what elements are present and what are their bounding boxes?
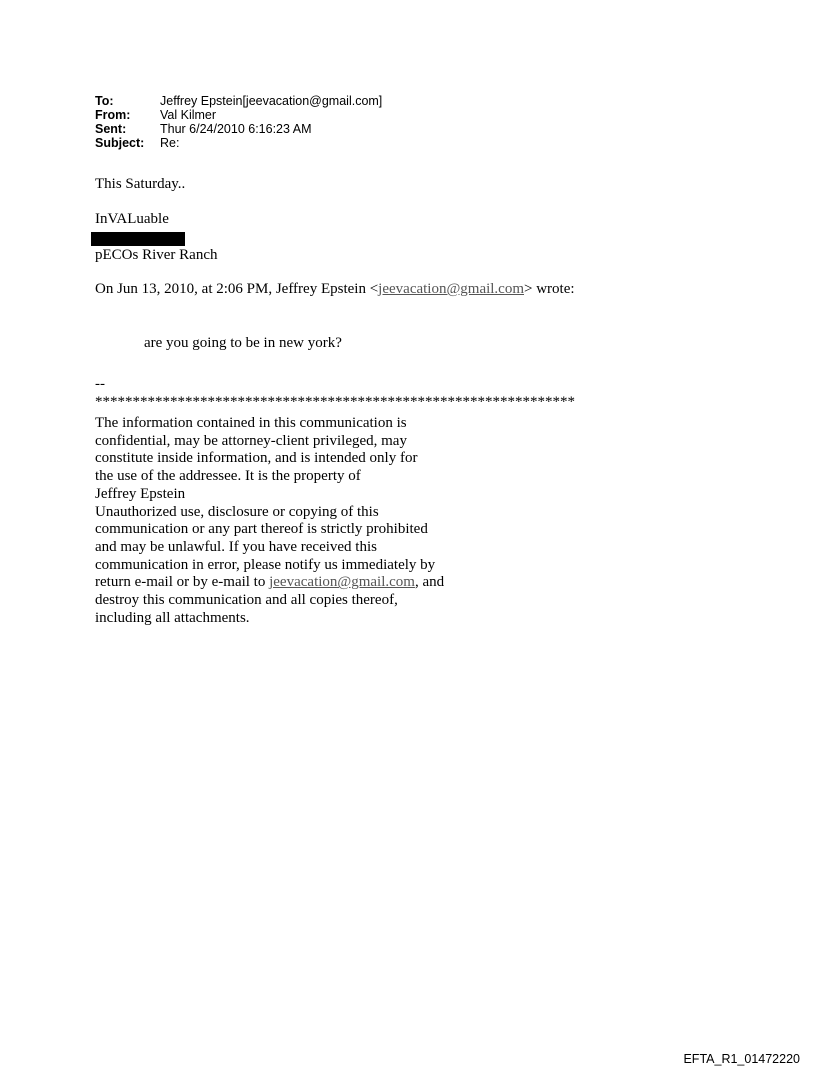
disclaimer-line: the use of the addressee. It is the property of: [95, 468, 361, 485]
header-subject-row: [95, 136, 382, 150]
from-label: From:: [95, 108, 131, 122]
disclaimer-line: including all attachments.: [95, 609, 250, 626]
disclaimer-email-prefix: return e-mail or by e-mail to: [95, 574, 270, 591]
sent-label: Sent:: [95, 122, 127, 136]
header-sent-row: [95, 122, 382, 136]
quote-intro-prefix: On Jun 13, 2010, at 2:06 PM, Jeffrey Epstein <: [95, 281, 379, 297]
disclaimer-line: Unauthorized use, disclosure or copying of this: [95, 503, 379, 520]
disclaimer-line: confidential, may be attorney-client privileged, may: [95, 432, 407, 449]
header-to-row: [95, 94, 382, 108]
disclaimer-line: The information contained in this communication is: [95, 415, 407, 431]
message-line-1: This Saturday..: [95, 176, 186, 192]
disclaimer-line: constitute inside information, and is intended only for: [95, 450, 418, 467]
quoted-message: are you going to be in new york?: [144, 335, 342, 351]
disclaimer-line: Jeffrey Epstein: [95, 485, 186, 502]
quote-intro: [95, 280, 575, 298]
redaction-box: [91, 232, 185, 246]
disclaimer-line: communication in error, please notify us immediately by: [95, 556, 436, 573]
document-id: EFTA_R1_01472220: [683, 1052, 800, 1066]
subject-value: Re:: [160, 136, 180, 150]
disclaimer-line: destroy this communication and all copies thereof,: [95, 592, 398, 609]
quote-intro-suffix: > wrote:: [524, 281, 575, 297]
disclaimer-line: [95, 574, 444, 592]
disclaimer-line: and may be unlawful. If you have received this: [95, 538, 377, 555]
quote-intro-email-link[interactable]: jeevacation@gmail.com: [378, 281, 525, 297]
signature-stars: ****************************************************************: [95, 394, 575, 410]
email-header: [95, 94, 382, 150]
disclaimer-email-suffix: , and: [414, 574, 445, 591]
confidentiality-disclaimer: [95, 415, 444, 627]
message-line-2: InVALuable: [95, 211, 169, 227]
header-from-row: [95, 108, 382, 122]
disclaimer-email-link[interactable]: jeevacation@gmail.com: [269, 574, 415, 591]
to-label: To:: [95, 94, 114, 108]
sent-value: Thur 6/24/2010 6:16:23 AM: [160, 122, 312, 136]
disclaimer-line: communication or any part thereof is strictly prohibited: [95, 521, 428, 538]
message-line-3: pECOs River Ranch: [95, 247, 218, 263]
to-value: Jeffrey Epstein[jeevacation@gmail.com]: [160, 94, 383, 108]
from-value: Val Kilmer: [160, 108, 217, 122]
signature-dashes: --: [95, 376, 105, 392]
subject-label: Subject:: [95, 136, 145, 150]
